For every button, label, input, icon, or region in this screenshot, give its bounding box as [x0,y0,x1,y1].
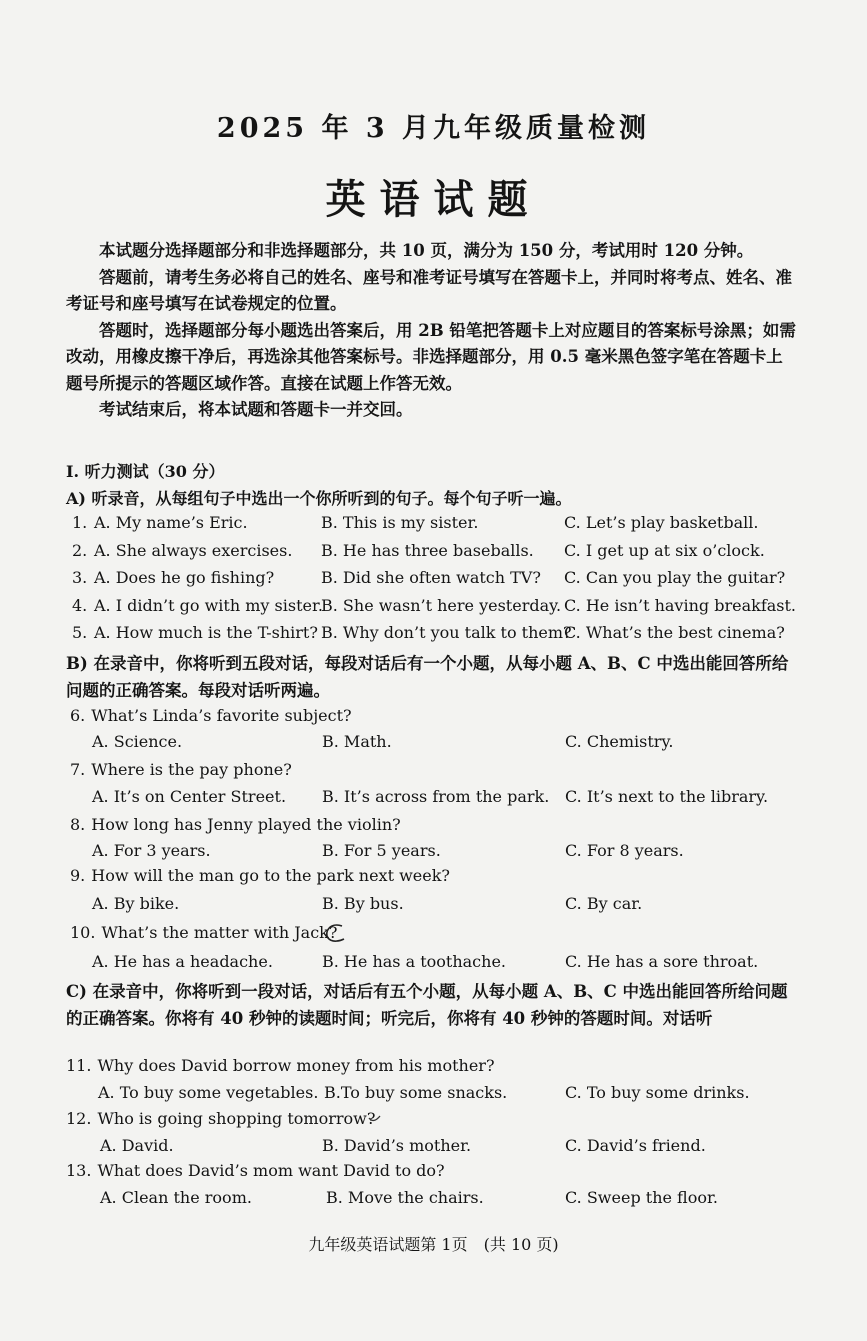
option-a: A. Clean the room. [100,1188,252,1207]
options-row [66,787,806,813]
question-text: Where is the pay phone? [91,760,292,779]
option-b: B. For 5 years. [322,841,441,860]
option-b: B. He has a toothache. [322,952,506,971]
question-text: What does David’s mom want David to do? [97,1161,445,1180]
option-a: A. He has a headache. [92,952,273,971]
option-c: C. For 8 years. [565,841,684,860]
question-number: 13. [66,1161,92,1180]
options-row [66,1188,806,1214]
part-c-instruction-text: 你将有 40 秒钟的读题时间；听完后，你将有 40 秒钟的答题时间。对话听 [165,1009,713,1028]
option-b: B. By bus. [322,894,404,913]
question-stem [70,706,352,725]
instruction-paragraph: 答题前，请考生务必将自己的姓名、座号和准考证号填写在答题卡上，并同时将考点、姓名、准考证号和座号填写在试卷规定的位置。 [66,267,792,313]
question-text: What’s the matter with Jack? [101,923,338,942]
question-number: 10. [70,923,96,942]
option-a: A. Does he go fishing? [94,568,275,587]
option-b: B. Did she often watch TV? [321,568,541,587]
question-number: 1. [72,513,88,532]
question-text: How long has Jenny played the violin? [91,815,401,834]
option-a: A. I didn’t go with my sister. [94,596,323,615]
instruction-paragraph: 考试结束后，将本试题和答题卡一并交回。 [99,400,413,419]
question-row [66,568,806,595]
option-b: B. This is my sister. [321,513,479,532]
option-c: C. I get up at six o’clock. [564,541,765,560]
question-number: 11. [66,1056,92,1075]
option-c: C. By car. [565,894,643,913]
options-row [66,1136,806,1162]
instruction-paragraph: 答题时，选择题部分每小题选出答案后，用 2B 铅笔把答题卡上对应题目的答案标号涂黑；如需改动，用橡皮擦干净后，再选涂其他答案标号。非选择题部分，用 0.5 毫米黑色签字笔在答题卡上题号所提示的答题区域作答。直接在试题上作答无效。 [66,320,796,393]
question-row [66,623,806,650]
option-c: C. He has a sore throat. [565,952,759,971]
option-b: B. Move the chairs. [326,1188,484,1207]
question-number: 12. [66,1109,92,1128]
option-a: A. Science. [92,732,183,751]
exam-instructions [66,238,798,424]
option-a: A. She always exercises. [94,541,293,560]
part-a-instruction: A) 听录音，从每组句子中选出一个你所听到的句子。每个句子听一遍。 [66,489,572,508]
question-number: 6. [70,706,86,725]
option-a: A. How much is the T-shirt? [94,623,318,642]
options-row [66,952,806,978]
question-stem [70,760,292,779]
option-b: B. She wasn’t here yesterday. [321,596,562,615]
question-text: How will the man go to the park next week? [91,866,450,885]
option-a: A. To buy some vegetables. [98,1083,319,1102]
options-row [66,894,806,920]
option-c: C. He isn’t having breakfast. [564,596,796,615]
option-a: A. My name’s Eric. [94,513,248,532]
option-c: C. To buy some drinks. [565,1083,750,1102]
exam-subject-title: 英语试题 [325,176,542,223]
option-a: A. For 3 years. [92,841,211,860]
question-number: 2. [72,541,88,560]
part-b-instruction: B) 在录音中，你将听到五段对话，每段对话后有一个小题，从每小题 A、B、C 中选出能回答所给问题的正确答案。每段对话听两遍。 [66,654,789,700]
option-b: B. Math. [322,732,392,751]
pencil-mark-icon [368,1113,382,1123]
question-number: 8. [70,815,86,834]
option-b: B. David’s mother. [322,1136,472,1155]
option-b: B.To buy some snacks. [324,1083,508,1102]
exam-title: 2025 年 3 月九年级质量检测 [216,113,651,144]
option-c: C. Let’s play basketball. [564,513,759,532]
question-number: 9. [70,866,86,885]
option-c: C. David’s friend. [565,1136,706,1155]
option-a: A. David. [100,1136,174,1155]
options-row [66,841,806,867]
option-a: A. It’s on Center Street. [92,787,287,806]
question-text: Who is going shopping tomorrow? [97,1109,376,1128]
pencil-mark-icon [322,922,348,944]
question-number: 5. [72,623,88,642]
instruction-paragraph: 本试题分选择题部分和非选择题部分，共 10 页，满分为 150 分，考试用时 120 分钟。 [99,241,754,260]
options-row [66,1083,806,1109]
options-row [66,732,806,758]
question-row [66,513,806,540]
page-footer: 九年级英语试题第 1页 (共 10 页) [308,1235,559,1254]
part-c-instruction [66,978,798,1032]
option-b: B. He has three baseballs. [321,541,534,560]
question-number: 4. [72,596,88,615]
part-c-instruction-text: C) 在录音中，你将听到一段对话，对话后有五个小题，从每小题 A、B、C 中选出能回答所给问题的正确答案。 [66,982,788,1028]
question-stem [70,815,401,834]
question-text: Why does David borrow money from his mother? [97,1056,495,1075]
question-text: What’s Linda’s favorite subject? [91,706,352,725]
option-b: B. It’s across from the park. [322,787,550,806]
question-row [66,596,806,623]
section-title: I. 听力测试（30 分） [66,462,225,481]
option-b: B. Why don’t you talk to them? [321,623,572,642]
option-c: C. Can you play the guitar? [564,568,786,587]
question-stem [70,866,450,885]
option-c: C. Chemistry. [565,732,674,751]
option-c: C. What’s the best cinema? [564,623,785,642]
option-a: A. By bike. [92,894,180,913]
question-number: 7. [70,760,86,779]
option-c: C. Sweep the floor. [565,1188,718,1207]
question-stem [70,923,337,942]
question-row [66,541,806,568]
question-number: 3. [72,568,88,587]
option-c: C. It’s next to the library. [565,787,769,806]
question-stem [66,1109,375,1128]
question-stem [66,1056,495,1075]
question-stem [66,1161,445,1180]
